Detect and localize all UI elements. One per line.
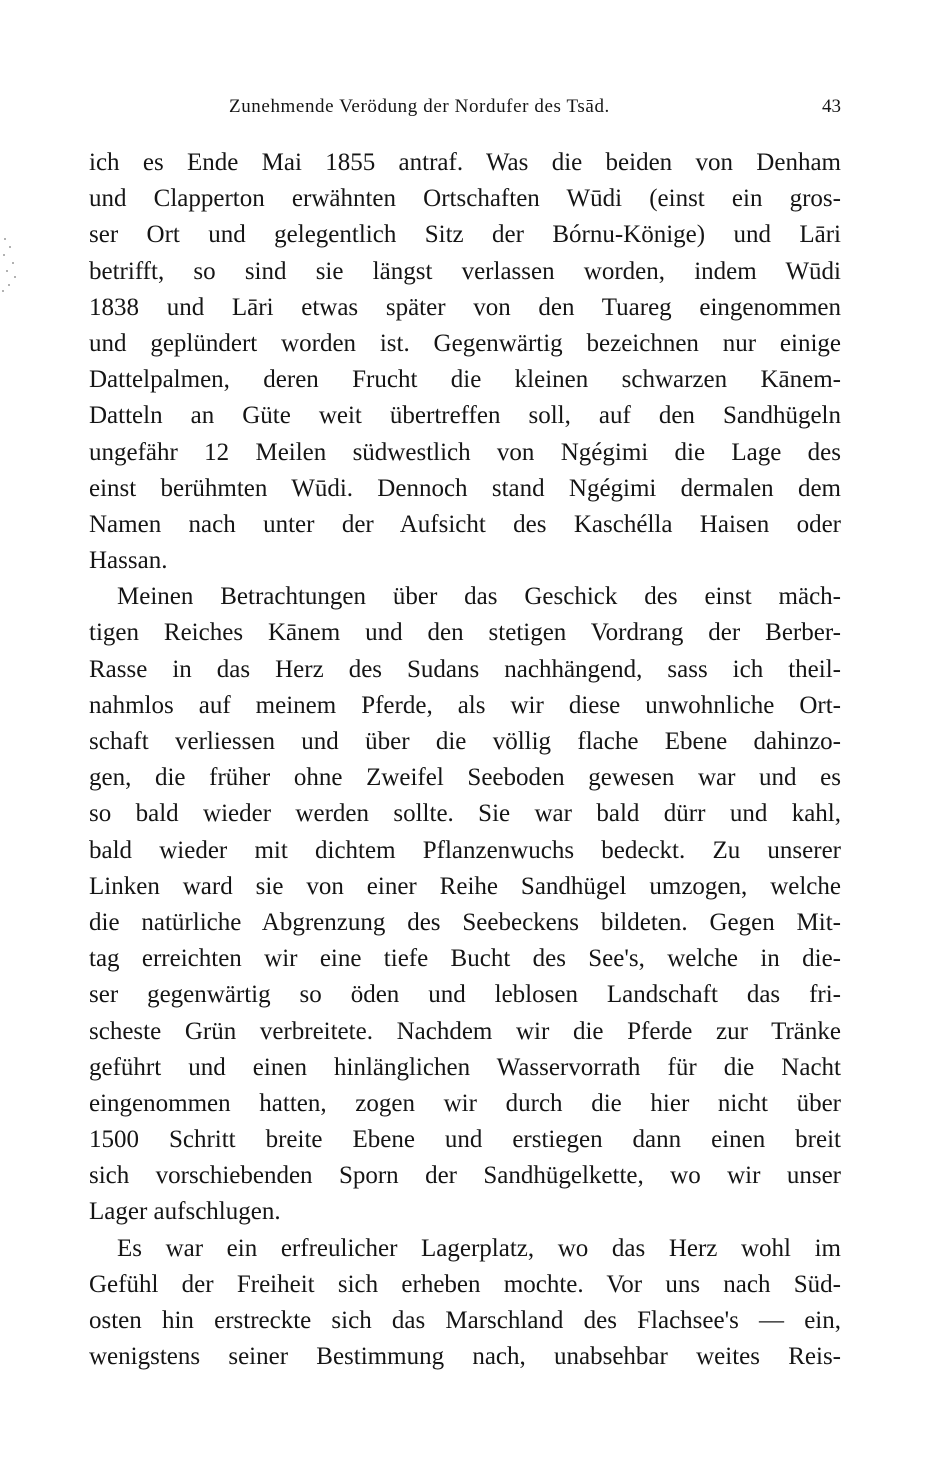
text-line: und geplündert worden ist. Gegenwärtig bezeichnen nur einige xyxy=(89,329,841,357)
text-line: betrifft, so sind sie längst verlassen worden, indem Wūdi xyxy=(89,257,841,285)
text-line: so bald wieder werden sollte. Sie war bald dürr und kahl, xyxy=(89,800,841,828)
text-line: eingenommen hatten, zogen wir durch die hier nicht über xyxy=(89,1089,841,1117)
text-line: Namen nach unter der Aufsicht des Kaschélla Haisen oder xyxy=(89,510,841,538)
running-header xyxy=(89,96,841,126)
text-line: 1838 und Lāri etwas später von den Tuareg eingenommen xyxy=(89,293,841,321)
text-line: ungefähr 12 Meilen südwestlich von Ngégimi die Lage des xyxy=(89,438,841,466)
text-line: osten hin erstreckte sich das Marschland des Flachsee's — ein, xyxy=(89,1307,841,1334)
text-line: ser Ort und gelegentlich Sitz der Bórnu-Könige) und Lāri xyxy=(89,221,841,249)
text-line: bald wieder mit dichtem Pflanzenwuchs bedeckt. Zu unserer xyxy=(89,836,841,864)
text-line: sich vorschiebenden Sporn der Sandhügelkette, wo wir unser xyxy=(89,1162,841,1190)
text-line: Gefühl der Freiheit sich erheben mochte. Vor uns nach Süd- xyxy=(89,1270,841,1298)
text-line: gen, die früher ohne Zweifel Seeboden gewesen war und es xyxy=(89,764,841,792)
text-line: tigen Reiches Kānem und den stetigen Vordrang der Berber- xyxy=(89,619,841,647)
text-line: geführt und einen hinlänglichen Wasservorrath für die Nacht xyxy=(89,1053,841,1081)
text-line: Dattelpalmen, deren Frucht die kleinen schwarzen Kānem- xyxy=(89,366,841,394)
text-line: ich es Ende Mai 1855 antraf. Was die beiden von Denham xyxy=(89,149,841,176)
paragraph xyxy=(89,145,841,579)
text-line: Hassan. xyxy=(89,547,168,575)
paragraph xyxy=(89,1231,841,1376)
text-line: wenigstens seiner Bestimmung nach, unabsehbar weites Reis- xyxy=(89,1343,841,1371)
text-line: tag erreichten wir eine tiefe Bucht des See's, welche in die- xyxy=(89,945,841,973)
text-line: Rasse in das Herz des Sudans nachhängend, sass ich theil- xyxy=(89,655,841,683)
text-line: die natürliche Abgrenzung des Seebeckens bildeten. Gegen Mit- xyxy=(89,908,841,936)
text-line: ser gegenwärtig so öden und leblosen Landschaft das fri- xyxy=(89,981,841,1009)
text-line: Linken ward sie von einer Reihe Sandhügel umzogen, welche xyxy=(89,872,841,900)
text-line: Lager aufschlugen. xyxy=(89,1198,281,1226)
text-line: Meinen Betrachtungen über das Geschick des einst mäch- xyxy=(117,583,841,611)
body-text xyxy=(89,145,841,1375)
text-line: und Clapperton erwähnten Ortschaften Wūdi (einst ein gros- xyxy=(89,185,841,213)
text-line: scheste Grün verbreitete. Nachdem wir die Pferde zur Tränke xyxy=(89,1017,841,1045)
text-line: Es war ein erfreulicher Lagerplatz, wo das Herz wohl im xyxy=(117,1234,841,1262)
running-title: Zunehmende Verödung der Nordufer des Tsād. xyxy=(229,96,610,117)
text-line: nahmlos auf meinem Pferde, als wir diese unwohnliche Ort- xyxy=(89,691,841,719)
paragraph xyxy=(89,579,841,1230)
text-line: einst berühmten Wūdi. Dennoch stand Ngégimi dermalen dem xyxy=(89,474,841,502)
text-line: 1500 Schritt breite Ebene und erstiegen dann einen breit xyxy=(89,1126,841,1154)
text-line: Datteln an Güte weit übertreffen soll, auf den Sandhügeln xyxy=(89,402,841,430)
text-line: schaft verliessen und über die völlig flache Ebene dahinzo- xyxy=(89,728,841,755)
page-number: 43 xyxy=(822,96,841,117)
margin-smudge xyxy=(0,232,22,302)
